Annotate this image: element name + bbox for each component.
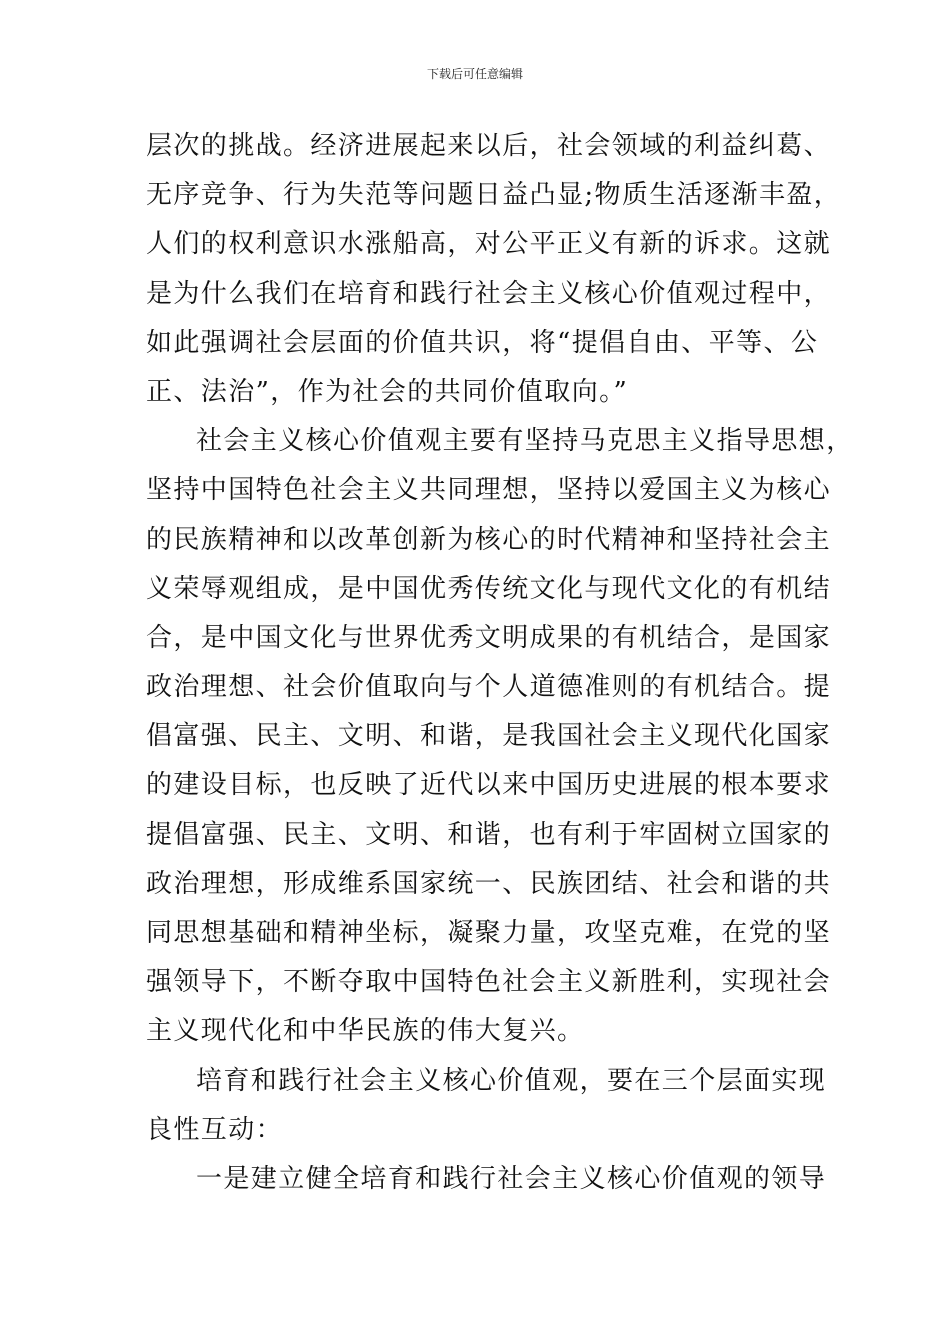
- text-line: 坚持中国特色社会主义共同理想，坚持以爱国主义为核心: [146, 475, 832, 506]
- text-line: 如此强调社会层面的价值共识，将“提倡自由、平等、公: [146, 327, 819, 358]
- paragraph-first-line: 培育和践行社会主义核心价值观，要在三个层面实现: [196, 1065, 827, 1096]
- text-line: 层次的挑战。经济进展起来以后，社会领域的利益纠葛、: [146, 131, 832, 161]
- text-line: 政治理想、社会价值取向与个人道德准则的有机结合。提: [146, 672, 832, 703]
- paragraph-first-line: 社会主义核心价值观主要有坚持马克思主义指导思想，: [196, 426, 854, 457]
- text-line: 主义现代化和中华民族的伟大复兴。: [146, 1016, 585, 1047]
- text-line: 正、法治”，作为社会的共同价值取向。”: [146, 376, 629, 407]
- page-header: 下载后可任意编辑: [426, 67, 523, 81]
- text-line: 的建设目标，也反映了近代以来中国历史进展的根本要求: [146, 770, 832, 801]
- text-line: 倡富强、民主、文明、和谐，是我国社会主义现代化国家: [146, 721, 832, 752]
- text-line: 是为什么我们在培育和践行社会主义核心价值观过程中，: [146, 278, 832, 309]
- text-line: 良性互动：: [146, 1114, 284, 1145]
- document-body: [146, 122, 854, 1204]
- paragraph-first-line: 一是建立健全培育和践行社会主义核心价值观的领导: [196, 1163, 827, 1194]
- text-line: 政治理想，形成维系国家统一、民族团结、社会和谐的共: [146, 868, 832, 899]
- text-line: 合，是中国文化与世界优秀文明成果的有机结合，是国家: [146, 622, 832, 653]
- text-line: 人们的权利意识水涨船高，对公平正义有新的诉求。这就: [146, 229, 832, 260]
- text-line: 的民族精神和以改革创新为核心的时代精神和坚持社会主: [146, 524, 832, 555]
- text-line: 提倡富强、民主、文明、和谐，也有利于牢固树立国家的: [146, 819, 832, 850]
- text-line: 义荣辱观组成，是中国优秀传统文化与现代文化的有机结: [146, 573, 832, 604]
- text-line: 同思想基础和精神坐标，凝聚力量，攻坚克难，在党的坚: [146, 918, 832, 948]
- text-line: 无序竞争、行为失范等问题日益凸显;物质生活逐渐丰盈，: [146, 180, 842, 211]
- text-line: 强领导下，不断夺取中国特色社会主义新胜利，实现社会: [146, 967, 832, 998]
